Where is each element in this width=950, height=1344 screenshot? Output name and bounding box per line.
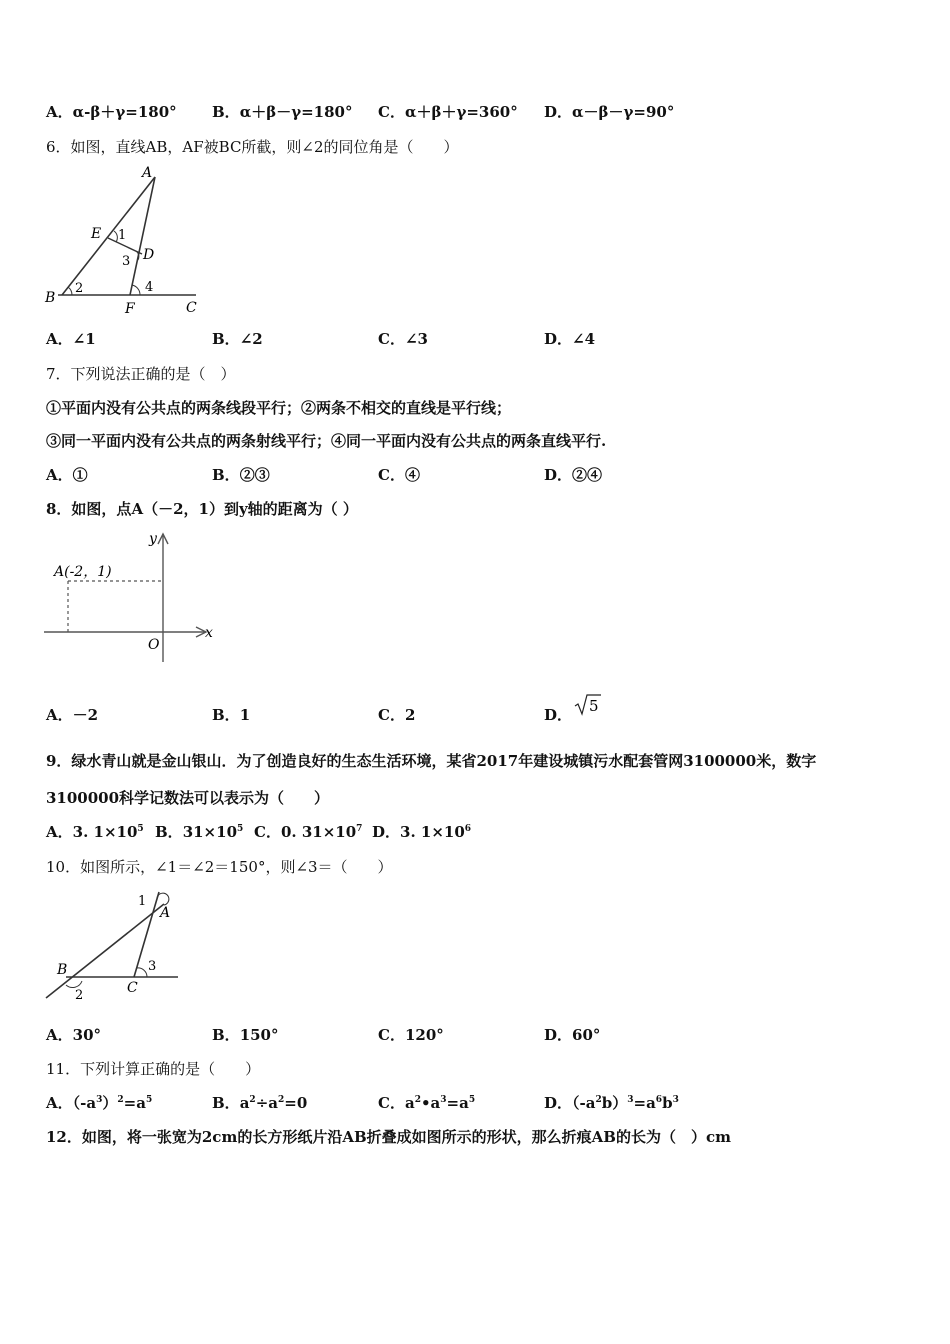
- q9-option-a-exp: 5: [137, 824, 144, 834]
- q8-label-point-a: A(-2，1): [54, 564, 112, 580]
- q10-arc-3: [137, 968, 147, 977]
- q6-option-b: [212, 329, 263, 349]
- q10-option-c: [378, 1025, 444, 1045]
- q6-arc-4: [132, 285, 140, 295]
- q7-option-d: [544, 465, 602, 485]
- q11-option-b-exp-2: 2: [277, 1095, 285, 1105]
- q7-option-c-letter: C．: [378, 466, 405, 484]
- q6-option-d-letter: D．: [544, 330, 573, 348]
- q7-option-c-text: ④: [404, 466, 420, 484]
- q10-stem: 10．如图所示，∠1＝∠2＝150°，则∠3＝（ ）: [46, 858, 393, 876]
- q10-option-a-letter: A．: [46, 1026, 73, 1044]
- q10-option-b-text: 150°: [239, 1026, 279, 1044]
- q6-label-1: 1: [118, 228, 127, 243]
- q10-option-c-text: 120°: [404, 1026, 444, 1044]
- q5-option-b-letter: B．: [212, 103, 240, 121]
- q9-option-d-base: 3. 1×10: [400, 823, 465, 841]
- q8-option-a: [46, 705, 98, 725]
- q5-option-c-text: α＋β＋γ=360°: [404, 103, 518, 121]
- q8-option-b-text: 1: [239, 706, 251, 724]
- q5-option-b-text: α＋β－γ=180°: [239, 103, 353, 121]
- q7-statement-2: ③同一平面内没有公共点的两条射线平行；④同一平面内没有公共点的两条直线平行.: [46, 432, 607, 450]
- q8-option-d-sqrt: [574, 692, 602, 718]
- q11-option-d-part-1: （-a: [572, 1094, 596, 1112]
- q6-option-b-letter: B．: [212, 330, 240, 348]
- q7-option-d-text: ②④: [572, 466, 603, 484]
- q11-option-d-exp-3: 6: [655, 1095, 663, 1105]
- q9-option-b-base: 31×10: [182, 823, 238, 841]
- q6-option-a: [46, 329, 96, 349]
- q7-option-a-text: ①: [72, 466, 88, 484]
- q7-option-b-text: ②③: [239, 466, 270, 484]
- q11-option-d: [544, 1093, 679, 1113]
- q8-figure: [42, 528, 222, 666]
- q11-option-b-part-2: ÷a: [255, 1094, 278, 1112]
- q11-option-c-exp-3: 5: [468, 1095, 476, 1105]
- q11-option-d-exp-4: 3: [672, 1095, 679, 1105]
- q7-option-a: [46, 465, 88, 485]
- q8-sqrt-radicand: 5: [589, 697, 599, 715]
- q10-label-c: C: [127, 980, 138, 996]
- q11-option-b-exp-1: 2: [249, 1095, 256, 1105]
- q8-label-y: y: [149, 531, 157, 547]
- q6-option-c-text: ∠3: [404, 330, 428, 348]
- q11-option-c-letter: C．: [378, 1094, 405, 1112]
- q6-label-e: E: [91, 226, 102, 242]
- q7-statement-1: ①平面内没有公共点的两条线段平行；②两条不相交的直线是平行线；: [46, 399, 512, 417]
- q6-option-d-text: ∠4: [572, 330, 596, 348]
- q11-option-c-part-2: •a: [420, 1094, 441, 1112]
- q11-option-c-part-1: a: [404, 1094, 415, 1112]
- q8-option-a-text: －2: [72, 706, 99, 724]
- q11-option-b-letter: B．: [212, 1094, 240, 1112]
- q10-option-d: [544, 1025, 600, 1045]
- q7-stem: 7．下列说法正确的是（ ）: [46, 365, 236, 383]
- q9-option-b: [155, 822, 243, 842]
- q8-label-o: O: [148, 637, 160, 653]
- q9-option-d-exp: 6: [464, 824, 472, 834]
- q8-option-c-letter: C．: [378, 706, 405, 724]
- q11-option-a-exp-3: 5: [145, 1095, 153, 1105]
- q9-option-c-base: 0. 31×10: [280, 823, 357, 841]
- q11-option-d-part-3: =a: [633, 1094, 656, 1112]
- q6-label-2: 2: [75, 281, 84, 296]
- q11-option-b: [212, 1093, 307, 1113]
- q7-option-b: [212, 465, 270, 485]
- q8-option-d-letter: D．: [544, 706, 573, 724]
- q5-option-d-letter: D．: [544, 103, 573, 121]
- q10-label-3: 3: [148, 959, 157, 974]
- q6-stem: 6．如图，直线AB，AF被BC所截，则∠2的同位角是（ ）: [46, 138, 459, 156]
- q6-line-af: [130, 177, 155, 295]
- q7-option-b-letter: B．: [212, 466, 240, 484]
- q10-option-b: [212, 1025, 279, 1045]
- q6-line-ab: [62, 177, 155, 295]
- q6-option-a-letter: A．: [46, 330, 73, 348]
- q7-option-d-letter: D．: [544, 466, 573, 484]
- q5-option-c: [378, 102, 518, 122]
- q12-stem: 12．如图，将一张宽为2cm的长方形纸片沿AB折叠成如图所示的形状，那么折痕AB的长为（ ）cm: [46, 1128, 731, 1146]
- q6-label-a: A: [142, 165, 153, 181]
- q11-option-d-exp-1: 2: [595, 1095, 602, 1105]
- q10-line-ba: [46, 904, 164, 998]
- q9-option-a: [46, 822, 144, 842]
- q10-label-1: 1: [138, 894, 147, 909]
- q9-option-c-exp: 7: [356, 824, 363, 834]
- q11-option-a-exp-1: 3: [96, 1095, 103, 1105]
- q6-label-f: F: [125, 301, 135, 316]
- q8-option-c: [378, 705, 415, 725]
- q6-option-d: [544, 329, 595, 349]
- q9-stem-line-2: 3100000科学记数法可以表示为（ ）: [46, 789, 330, 807]
- q11-option-b-part-1: a: [239, 1094, 250, 1112]
- q8-option-a-letter: A．: [46, 706, 73, 724]
- q11-option-d-letter: D．: [544, 1094, 573, 1112]
- q11-option-d-exp-2: 3: [627, 1095, 634, 1105]
- q11-option-a-part-1: （-a: [72, 1094, 97, 1112]
- q6-label-3: 3: [122, 254, 131, 269]
- q11-option-d-part-2: b）: [601, 1094, 628, 1112]
- q11-option-a-part-2: ）: [102, 1094, 118, 1112]
- q11-option-a: [46, 1093, 152, 1113]
- q10-label-a: A: [160, 905, 171, 921]
- q10-option-a: [46, 1025, 101, 1045]
- q8-option-c-text: 2: [404, 706, 416, 724]
- q6-arc-2: [68, 287, 72, 295]
- q11-option-c-exp-1: 2: [414, 1095, 421, 1105]
- q8-option-b-letter: B．: [212, 706, 240, 724]
- q9-option-a-base: 3. 1×10: [72, 823, 138, 841]
- q5-option-a: [46, 102, 177, 122]
- q11-option-d-part-4: b: [662, 1094, 673, 1112]
- q11-option-a-part-3: =a: [123, 1094, 146, 1112]
- q7-option-c: [378, 465, 420, 485]
- q8-option-b: [212, 705, 250, 725]
- q6-label-b: B: [45, 290, 56, 306]
- q6-option-c: [378, 329, 428, 349]
- q11-option-a-exp-2: 2: [117, 1095, 124, 1105]
- q9-option-c-letter: C．: [254, 823, 281, 841]
- q5-option-c-letter: C．: [378, 103, 405, 121]
- q11-option-c: [378, 1093, 475, 1113]
- q6-option-c-letter: C．: [378, 330, 405, 348]
- q9-option-d-letter: D．: [372, 823, 401, 841]
- q6-option-a-text: ∠1: [72, 330, 96, 348]
- q6-figure: [44, 164, 204, 316]
- q10-option-d-letter: D．: [544, 1026, 573, 1044]
- q10-arc-2: [66, 981, 82, 988]
- q5-option-d-text: α－β－γ=90°: [572, 103, 675, 121]
- q11-option-c-exp-2: 3: [440, 1095, 447, 1105]
- q10-option-d-text: 60°: [572, 1026, 601, 1044]
- q9-option-b-letter: B．: [155, 823, 183, 841]
- q6-option-b-text: ∠2: [239, 330, 263, 348]
- q11-option-b-part-3: =0: [284, 1094, 308, 1112]
- q9-stem-line-1: 9．绿水青山就是金山银山．为了创造良好的生态生活环境，某省2017年建设城镇污水配套管网3100000米，数字: [46, 752, 817, 770]
- q11-stem: 11．下列计算正确的是（ ）: [46, 1060, 261, 1078]
- q9-option-c: [254, 822, 362, 842]
- q11-option-c-part-3: =a: [446, 1094, 469, 1112]
- q10-label-b: B: [57, 962, 68, 978]
- q6-label-c: C: [186, 300, 197, 316]
- q5-option-d: [544, 102, 674, 122]
- q6-label-d: D: [143, 247, 155, 263]
- q5-option-a-letter: A．: [46, 103, 73, 121]
- q9-option-d: [372, 822, 471, 842]
- q7-option-a-letter: A．: [46, 466, 73, 484]
- q6-label-4: 4: [145, 280, 154, 295]
- q11-option-a-letter: A．: [46, 1094, 73, 1112]
- q10-option-c-letter: C．: [378, 1026, 405, 1044]
- q10-figure: [44, 888, 184, 1004]
- q10-option-a-text: 30°: [72, 1026, 102, 1044]
- q5-option-b: [212, 102, 352, 122]
- q10-label-2: 2: [75, 988, 84, 1003]
- q9-option-b-exp: 5: [237, 824, 244, 834]
- q8-label-x: x: [205, 625, 213, 641]
- q8-stem: 8．如图，点A（－2，1）到y轴的距离为（ ）: [46, 500, 358, 518]
- q5-option-a-text: α-β＋γ=180°: [72, 103, 177, 121]
- q10-option-b-letter: B．: [212, 1026, 240, 1044]
- q9-option-a-letter: A．: [46, 823, 73, 841]
- q10-arc-1: [157, 893, 169, 905]
